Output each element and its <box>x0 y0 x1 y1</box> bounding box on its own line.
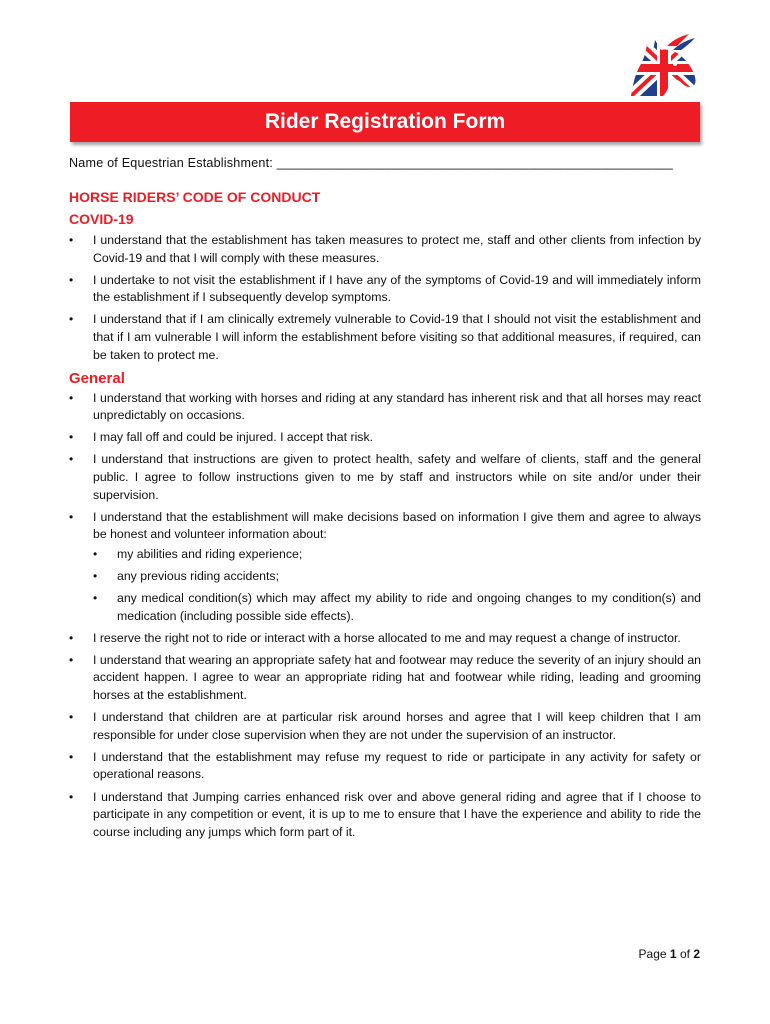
general-heading: General <box>69 369 125 387</box>
form-title-banner <box>70 102 700 142</box>
list-item-text: I understand that the establishment will make decisions based on information I give them and agree to always be honest and volunteer information about: <box>93 509 701 542</box>
total-pages: 2 <box>693 947 700 961</box>
code-of-conduct-heading: HORSE RIDERS’ CODE OF CONDUCT <box>69 189 321 205</box>
covid-list <box>69 232 701 364</box>
list-item: • I understand that the establishment may refuse my request to ride or participate in any activity for safety or operational reasons. <box>69 749 701 784</box>
list-item: • I understand that if I am clinically extremely vulnerable to Covid-19 that I should not visit the establishment and that if I am vulnerable I will inform the establishment before visiting so that additional measures, if required, can be taken to protect me. <box>69 311 701 364</box>
list-item: • I understand that the establishment has taken measures to protect me, staff and other clients from infection by Covid-19 and that I will comply with these measures. <box>69 232 701 267</box>
general-list <box>69 390 701 842</box>
list-item: • I understand that children are at particular risk around horses and agree that I will keep children that I am responsible for under close supervision when they are not under the supervision of an instructor. <box>69 709 701 744</box>
establishment-name-line <box>69 156 701 170</box>
document-body <box>69 156 701 846</box>
list-item: • I understand that Jumping carries enhanced risk over and above general riding and agree that if I choose to participate in any competition or event, it is up to me to ensure that I have the experience and ability to ride the course including any jumps which form part of it. <box>69 789 701 842</box>
union-jack-horse-head-logo <box>629 32 699 98</box>
list-item: • I understand that working with horses and riding at any standard has inherent risk and that all horses may react unpredictably on occasions. <box>69 390 701 425</box>
list-item: • I undertake to not visit the establishment if I have any of the symptoms of Covid-19 and will immediately inform the establishment if I subsequently develop symptoms. <box>69 272 701 307</box>
page-label: Page <box>638 947 667 961</box>
list-item: • I understand that wearing an appropriate safety hat and footwear may reduce the severity of an injury should an accident happen. I agree to wear an appropriate riding hat and footwear while riding, leading and grooming horses at the establishment. <box>69 652 701 705</box>
establishment-label: Name of Equestrian Establishment: <box>69 156 273 170</box>
list-item: • I may fall off and could be injured. I accept that risk. <box>69 429 701 447</box>
establishment-name-field[interactable]: _______________________________________________________ <box>276 156 673 170</box>
list-item: • I reserve the right not to ride or interact with a horse allocated to me and may request a change of instructor. <box>69 630 701 648</box>
list-item: • I understand that instructions are given to protect health, safety and welfare of clients, staff and the general public. I agree to follow instructions given to me by staff and instructors while on site and/or under their supervision. <box>69 451 701 504</box>
current-page: 1 <box>669 947 677 961</box>
sublist-item: • any medical condition(s) which may affect my ability to ride and ongoing changes to my condition(s) and medication (including possible side effects). <box>93 590 701 625</box>
list-item-with-sublist <box>69 509 701 626</box>
of-label: of <box>679 947 690 961</box>
form-title: Rider Registration Form <box>264 110 506 133</box>
sublist-item: • any previous riding accidents; <box>93 568 701 586</box>
sublist-item: • my abilities and riding experience; <box>93 546 701 564</box>
covid-heading: COVID-19 <box>69 211 134 227</box>
information-sublist <box>93 546 701 625</box>
page-number <box>639 947 700 961</box>
